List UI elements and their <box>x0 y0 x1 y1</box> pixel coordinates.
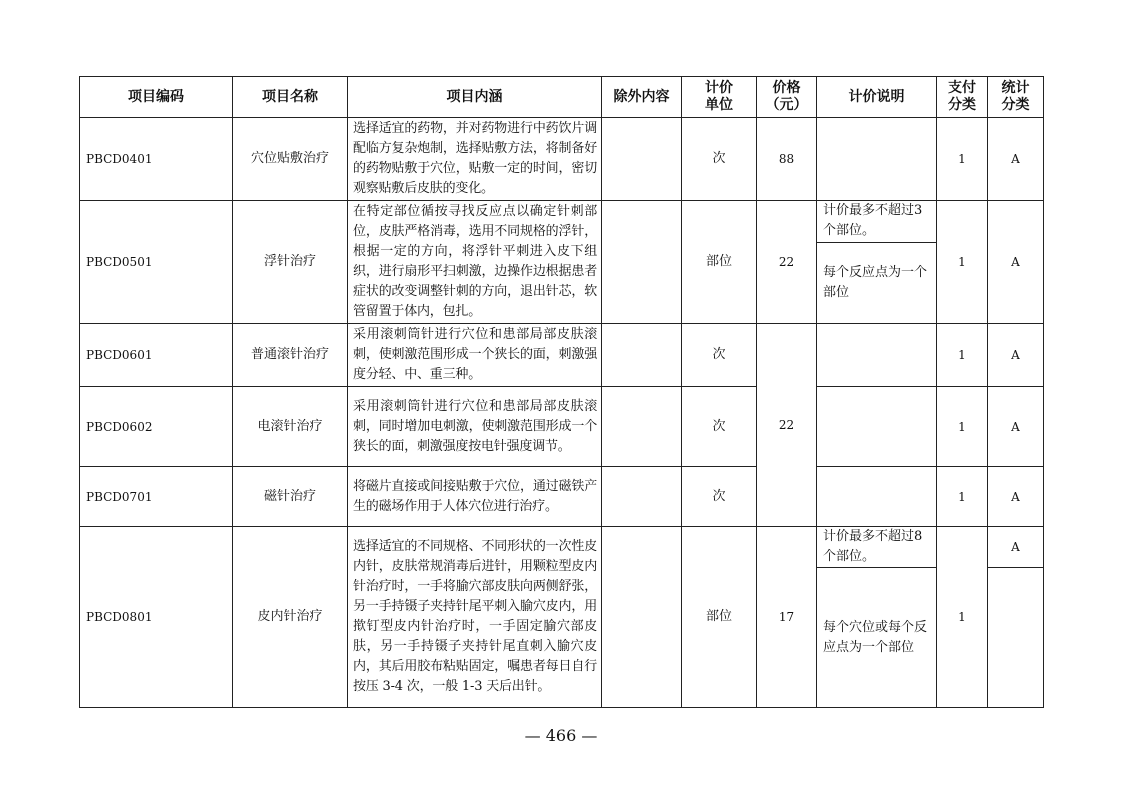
header-code: 项目编码 <box>80 77 233 118</box>
cell-price: 22 <box>757 201 817 324</box>
cell-code: PBCD0801 <box>80 527 233 708</box>
table-row <box>80 324 1044 387</box>
cell-stat: A <box>988 387 1044 467</box>
header-name: 项目名称 <box>233 77 348 118</box>
cell-unit: 次 <box>682 118 757 201</box>
header-stat-line1: 统计 <box>1001 80 1030 96</box>
header-exclusions: 除外内容 <box>602 77 682 118</box>
cell-exclusions <box>602 324 682 387</box>
pricing-table <box>79 76 1044 708</box>
cell-exclusions <box>602 467 682 527</box>
cell-stat: A <box>988 201 1044 324</box>
table-row <box>80 467 1044 527</box>
cell-exclusions <box>602 118 682 201</box>
cell-code: PBCD0501 <box>80 201 233 324</box>
cell-stat: A <box>988 118 1044 201</box>
header-pay-line2: 分类 <box>948 97 976 113</box>
cell-name: 电滚针治疗 <box>233 387 348 467</box>
cell-stat-empty <box>988 568 1044 708</box>
table-row <box>80 118 1044 201</box>
header-price-line1: 价格 <box>772 80 801 96</box>
header-stat <box>988 77 1044 118</box>
cell-price: 88 <box>757 118 817 201</box>
cell-explanation-unit: 每个反应点为一个部位 <box>817 242 937 323</box>
cell-code: PBCD0601 <box>80 324 233 387</box>
header-price-line2: （元） <box>765 97 808 113</box>
table-row <box>80 387 1044 467</box>
cell-name: 磁针治疗 <box>233 467 348 527</box>
cell-stat: A <box>988 467 1044 527</box>
header-pay <box>937 77 988 118</box>
header-unit-line1: 计价 <box>705 80 733 96</box>
cell-content: 选择适宜的不同规格、不同形状的一次性皮内针，皮肤常规消毒后进针，用颗粒型皮内针治疗时，一手将腧穴部皮肤向两侧舒张，另一手持镊子夹持针尾平刺入腧穴皮内，用揿钉型皮内针治疗时，一手固定腧穴部皮肤，另一手持镊子夹持针尾直刺入腧穴皮内，其后用胶布粘贴固定，嘱患者每日自行按压 3-4 次，一般 1-3 天后出针。 <box>348 527 602 708</box>
cell-code: PBCD0401 <box>80 118 233 201</box>
cell-pay: 1 <box>937 324 988 387</box>
cell-explanation <box>817 387 937 467</box>
cell-name: 浮针治疗 <box>233 201 348 324</box>
cell-pay: 1 <box>937 201 988 324</box>
cell-explanation-limit: 计价最多不超过3个部位。 <box>817 201 937 243</box>
header-stat-line2: 分类 <box>1001 97 1030 113</box>
cell-price-shared: 22 <box>757 324 817 527</box>
cell-pay: 1 <box>937 387 988 467</box>
cell-exclusions <box>602 201 682 324</box>
cell-content: 将磁片直接或间接贴敷于穴位，通过磁铁产生的磁场作用于人体穴位进行治疗。 <box>348 467 602 527</box>
cell-stat: A <box>988 324 1044 387</box>
header-row <box>80 77 1044 118</box>
cell-pay: 1 <box>937 118 988 201</box>
header-content: 项目内涵 <box>348 77 602 118</box>
page-number: — 466 — <box>524 726 598 745</box>
cell-unit: 次 <box>682 387 757 467</box>
cell-content: 采用滚刺筒针进行穴位和患部局部皮肤滚刺，使刺激范围形成一个狭长的面，刺激强度分轻、中、重三种。 <box>348 324 602 387</box>
cell-name: 穴位贴敷治疗 <box>233 118 348 201</box>
header-unit-line2: 单位 <box>705 97 733 113</box>
table-row <box>80 527 1044 568</box>
cell-price: 17 <box>757 527 817 708</box>
cell-unit: 次 <box>682 324 757 387</box>
cell-explanation <box>817 324 937 387</box>
cell-code: PBCD0602 <box>80 387 233 467</box>
cell-content: 选择适宜的药物，并对药物进行中药饮片调配临方复杂炮制，选择贴敷方法，将制备好的药物贴敷于穴位，贴敷一定的时间，密切观察贴敷后皮肤的变化。 <box>348 118 602 201</box>
cell-content: 采用滚刺筒针进行穴位和患部局部皮肤滚刺，同时增加电刺激，使刺激范围形成一个狭长的面，刺激强度按电针强度调节。 <box>348 387 602 467</box>
cell-exclusions <box>602 527 682 708</box>
cell-pay: 1 <box>937 527 988 708</box>
header-price <box>757 77 817 118</box>
cell-name: 皮内针治疗 <box>233 527 348 708</box>
cell-stat: A <box>988 527 1044 568</box>
cell-explanation-unit: 每个穴位或每个反应点为一个部位 <box>817 568 937 708</box>
cell-pay: 1 <box>937 467 988 527</box>
cell-explanation <box>817 118 937 201</box>
header-unit <box>682 77 757 118</box>
table-row <box>80 201 1044 243</box>
cell-unit: 部位 <box>682 527 757 708</box>
cell-exclusions <box>602 387 682 467</box>
header-explanation: 计价说明 <box>817 77 937 118</box>
cell-name: 普通滚针治疗 <box>233 324 348 387</box>
header-pay-line1: 支付 <box>948 80 976 96</box>
cell-unit: 次 <box>682 467 757 527</box>
cell-code: PBCD0701 <box>80 467 233 527</box>
cell-explanation-limit: 计价最多不超过8个部位。 <box>817 527 937 568</box>
cell-explanation <box>817 467 937 527</box>
cell-content: 在特定部位循按寻找反应点以确定针刺部位，皮肤严格消毒，选用不同规格的浮针，根据一定的方向，将浮针平刺进入皮下组织，进行扇形平扫刺激，边操作边根据患者症状的改变调整针刺的方向，退出针芯，软管留置于体内，包扎。 <box>348 201 602 324</box>
cell-unit: 部位 <box>682 201 757 324</box>
